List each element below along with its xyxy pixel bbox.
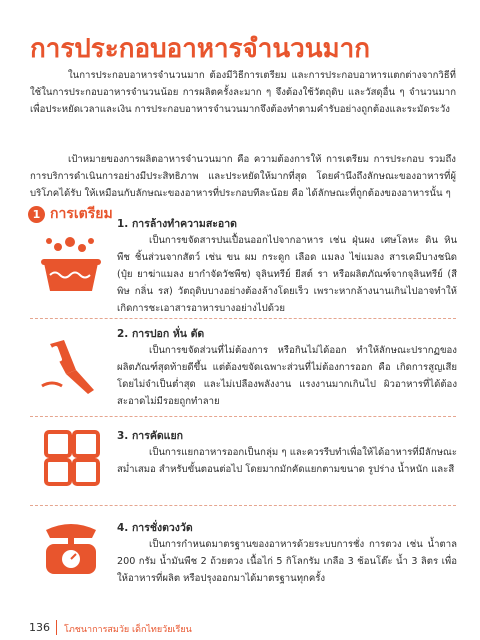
divider bbox=[30, 505, 456, 506]
item-title: 3. การคัดแยก bbox=[117, 430, 183, 442]
list-item bbox=[117, 520, 457, 587]
item-body: เป็นการกำหนดมาตรฐานของอาหารด้วยระบบการชั่ง การตวง เช่น น้ำตาล 200 กรัม น้ำมันพืช 2 ถ้วยตวง เนื้อไก่ 5 กิโลกรัม เกลือ 3 ช้อนโต๊ะ น้ำ 3 ลิตร เพื่อให้อาหารที่ผลิต หรือปรุงออกมาได้มาตรฐานทุกครั้ง bbox=[117, 539, 457, 584]
kitchen-scale-icon bbox=[36, 516, 106, 578]
footer-text: โภชนาการสมวัย เด็กไทยวัยเรียน bbox=[64, 625, 192, 635]
divider bbox=[30, 416, 456, 417]
item-title: 4. การชั่งตวงวัด bbox=[117, 522, 193, 534]
peeler-icon bbox=[36, 336, 106, 398]
list-item bbox=[117, 326, 457, 410]
section-number: 1 bbox=[28, 206, 45, 223]
item-body: เป็นการขจัดส่วนที่ไม่ต้องการ หรือกินไม่ได้ออก ทำให้ลักษณะปรากฏของผลิตภัณฑ์สุดท้ายดีขึ้น แต่ต้องขจัดเฉพาะส่วนที่ไม่ต้องการออก คือ เกิดการสูญเสียโดยไม่จำเป็นต่ำสุด และไม่เปลืองพลังงาน แรงงานมากเกินไป ผิวอาหารที่ได้ต้องสะอาดไม่มีรอยถูกทำลาย bbox=[117, 345, 457, 407]
item-body: เป็นการขจัดสารปนเปื้อนออกไปจากอาหาร เช่น ฝุ่นผง เศษโลหะ ดิน หิน พืช ชิ้นส่วนจากสัตว์ เช่น ขน ผม กระดูก เลือด แมลง ไข่แมลง สารเคมีบางชนิด (ปุ๋ย ยาฆ่าแมลง ยากำจัดวัชพืช) จุลินทรีย์ ยีสต์ รา หรือผลิตภัณฑ์จากจุลินทรีย์ (สี พิษ กลิ่น รส) วัตถุดิบบางอย่างต้องล้างโดยเร็ว เพราะหากล้างนานเกินไปอาจทำให้เกิดการชะเอาสารอาหารบางอย่างไปด้วย bbox=[117, 235, 457, 314]
washing-basin-icon bbox=[36, 235, 106, 297]
item-body: เป็นการแยกอาหารออกเป็นกลุ่ม ๆ และควรรีบทำเพื่อให้ได้อาหารที่มีลักษณะสม่ำเสมอ สำหรับขั้นตอนต่อไป โดยมากมักคัดแยกตามขนาด รูปร่าง น้ำหนัก และสี bbox=[117, 447, 457, 475]
list-item bbox=[117, 428, 457, 478]
intro-paragraph-1: ในการประกอบอาหารจำนวนมาก ต้องมีวิธีการเตรียม และการประกอบอาหารแตกต่างจากวิธีที่ใช้ในการประกอบอาหารจำนวนน้อย การผลิตครั้งละมาก ๆ จึงต้องใช้วัตถุดิบ และวัสดุอื่น ๆ จำนวนมาก เพื่อประหยัดเวลาและเงิน การประกอบอาหารจำนวนมากจึงต้องทำตามคำรับอย่างถูกต้องและระมัดระวัง bbox=[30, 70, 456, 115]
section-header bbox=[28, 203, 113, 225]
divider bbox=[30, 318, 456, 319]
page-number: 136 bbox=[29, 621, 50, 634]
item-title: 1. การล้างทำความสะอาด bbox=[117, 218, 237, 230]
intro-paragraph-2: เป้าหมายของการผลิตอาหารจำนวนมาก คือ ความต้องการให้ การเตรียม การประกอบ รวมถึงการบริการดำเนินการอย่างมีประสิทธิภาพ และประหยัดให้มากที่สุด โดยคำนึงถึงลักษณะของอาหารที่ผู้บริโภคได้รับ ให้เหมือนกับลักษณะของอาหารที่ประกอบทีละน้อย คือ ได้ลักษณะที่ถูกต้องของอาหารนั้น ๆ bbox=[30, 154, 456, 199]
list-item bbox=[117, 216, 457, 317]
page-title: การประกอบอาหารจำนวนมาก bbox=[30, 34, 370, 64]
item-title: 2. การปอก หั่น ตัด bbox=[117, 328, 205, 340]
section-title: การเตรียม bbox=[50, 206, 113, 222]
page-footer bbox=[0, 617, 480, 640]
sorting-grid-icon bbox=[36, 428, 106, 490]
footer-separator bbox=[56, 620, 57, 635]
